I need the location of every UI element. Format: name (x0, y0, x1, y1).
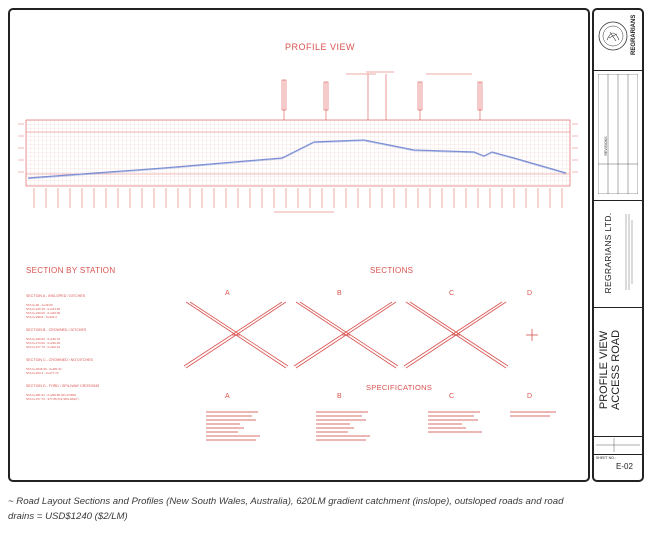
sections-title: SECTIONS (370, 266, 414, 275)
station-ticks (34, 188, 562, 208)
spec-label-a: A (225, 393, 230, 400)
section-d-heading: SECTION D - FORD / SPILLWAY CROSSING (26, 384, 100, 388)
specification-notes (200, 408, 570, 448)
drawing-title-line1: PROFILE VIEW (598, 330, 610, 410)
revisions-label: REVISIONS (604, 136, 608, 156)
section-a-drawing (184, 302, 288, 368)
station-list (26, 294, 176, 401)
section-b-drawing (294, 302, 398, 368)
section-a-line: STA 0+00 - 0+49.60 (26, 303, 53, 307)
section-c-line: STA 0+0246.00 - 0+281.91 (26, 367, 62, 371)
section-d-line: STA 0+281.91 - 0+299.80 (D1 FORD) (26, 393, 77, 397)
specifications-title: SPECIFICATIONS (366, 383, 433, 392)
company-details (624, 210, 636, 296)
section-a-heading: SECTION A - INSLOPED / DITCHES (26, 294, 86, 298)
section-label-b: B (337, 290, 342, 297)
logo-text: REGRARIANS (631, 14, 637, 55)
section-b-line: STA 0+173.00 - 0+230.00 (26, 341, 61, 345)
section-c-heading: SECTION C - CROWNED / NO DITCHES (26, 358, 93, 362)
section-b-line: STA 0+377.70 - 0+402.10 (26, 345, 61, 349)
date-block (596, 438, 640, 452)
company-name: REGRARIANS LTD. (603, 212, 613, 294)
drawing-title-block (594, 308, 642, 436)
logo (596, 14, 638, 64)
profile-view-title: PROFILE VIEW (284, 42, 355, 52)
section-a-line: STA 0+299.8 - 0+323.4 (26, 315, 57, 319)
spec-label-b: B (337, 393, 342, 400)
sheet-no: E-02 (616, 462, 633, 471)
section-c-drawing (404, 302, 508, 368)
drawing-title-line2: ACCESS ROAD (610, 329, 622, 411)
section-label-d: D (527, 290, 533, 297)
spec-label-c: C (449, 393, 455, 400)
section-label-a: A (225, 290, 230, 297)
spec-label-d: D (527, 393, 533, 400)
section-b-heading: SECTION B - CROWNED / DITCHES (26, 328, 87, 332)
sheet-no-label: SHEET NO.: (596, 456, 616, 460)
caption (8, 494, 640, 524)
section-by-station-title: SECTION BY STATION (26, 266, 116, 275)
section-d-line: STA 0+377.70 - 377.80 (D2 SPILLWAY) (26, 397, 79, 401)
title-block (592, 8, 644, 482)
section-c-line: STA 0+323.4 - 0+377.70 (26, 371, 59, 375)
section-label-c: C (449, 290, 455, 297)
revisions-table (598, 74, 638, 194)
profile-drawing (14, 60, 580, 220)
section-a-line: STA 0+126.15 - 0+151.60 (26, 307, 61, 311)
caption-line-1: ~ Road Layout Sections and Profiles (New South Wales, Australia), 620LM gradient catchment (inslope), outsloped roads and road (8, 496, 564, 507)
section-d-drawing (526, 329, 538, 341)
caption-line-2: drains = USD$1240 ($2/LM) (8, 511, 128, 522)
section-b-line: STA 0+049.60 - 0+126.15 (26, 337, 61, 341)
profile-grid (26, 120, 570, 186)
cross-sections (170, 296, 570, 376)
company-block (594, 202, 642, 307)
section-a-line: STA 0+230.00 - 0+246.00 (26, 311, 61, 315)
station-markers (282, 72, 482, 120)
